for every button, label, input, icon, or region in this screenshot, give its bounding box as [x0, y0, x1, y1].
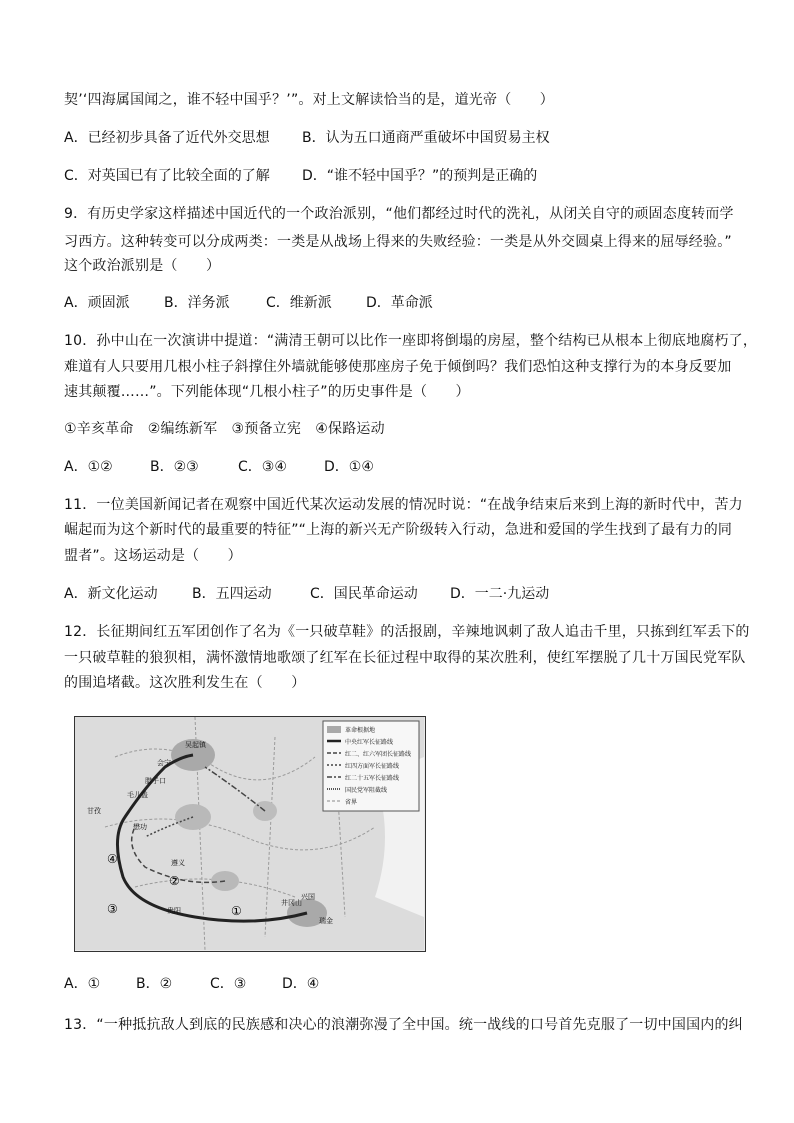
place-label: 毛儿盖	[127, 791, 148, 799]
q8-option-c[interactable]: C．对英国已有了比较全面的了解	[64, 168, 270, 184]
q8-option-b[interactable]: B．认为五口通商严重破坏中国贸易主权	[302, 130, 550, 146]
q8-option-d[interactable]: D．“谁不轻中国乎？”的预判是正确的	[302, 168, 538, 184]
place-label: 懋功	[133, 823, 147, 831]
q12-option-c[interactable]: C．③	[210, 976, 247, 992]
q13-stem-line: 13．“一种抵抗敌人到底的民族感和决心的浪潮弥漫了全中国。统一战线的口号首先克服了一切中国国内的纠	[64, 1017, 743, 1033]
q10-stem-line: 难道有人只要用几根小柱子斜撑住外墙就能够使那座房子免于倾倒吗？我们恐怕这种支撑行为的本身反要加	[64, 359, 732, 375]
q11-option-b[interactable]: B．五四运动	[192, 586, 272, 602]
place-label: 兴国	[301, 893, 315, 901]
place-label: 吴起镇	[185, 741, 206, 749]
q11-stem-line: 崛起而为这个新时代的最重要的特征”“上海的新兴无产阶级转入行动，急进和爱国的学生找到了最有力的同	[64, 522, 733, 538]
q9-option-a[interactable]: A．顽固派	[64, 295, 130, 311]
q10-option-d[interactable]: D．①④	[324, 459, 374, 475]
place-label: 腊子口	[145, 777, 166, 785]
q12-stem-line: 一只破草鞋的狼狈相，满怀激情地歌颂了红军在长征过程中取得的某次胜利，使红军摆脱了几十万国民党军队	[64, 650, 746, 666]
marker-4: ④	[107, 852, 118, 866]
q10-option-c[interactable]: C．③④	[238, 459, 287, 475]
q10-stem-line: 速其颠覆……”。下列能体现“几根小柱子”的历史事件是（ ）	[64, 384, 470, 400]
legend-label: 国民党军阻截线	[345, 787, 388, 794]
long-march-map	[74, 716, 426, 952]
q10-option-a[interactable]: A．①②	[64, 459, 113, 475]
q12-stem-line: 12．长征期间红五军团创作了名为《一只破草鞋》的活报剧，辛辣地讽刺了敌人追击千里，只拣到红军丢下的	[64, 624, 750, 640]
place-label: 井冈山	[281, 899, 302, 907]
marker-2: ②	[169, 874, 180, 888]
q8-stem: 契’‘四海属国闻之，谁不轻中国乎？’”。对上文解读恰当的是，道光帝（ ）	[64, 92, 555, 108]
q9-stem-line: 9．有历史学家这样描述中国近代的一个政治派别，“他们都经过时代的洗礼，从闭关自守的顽固态度转而学	[64, 206, 734, 222]
place-label: 遵义	[171, 859, 185, 867]
marker-1: ①	[231, 904, 242, 918]
q9-option-b[interactable]: B．洋务派	[164, 295, 230, 311]
q10-option-b[interactable]: B．②③	[150, 459, 199, 475]
q11-option-c[interactable]: C．国民革命运动	[310, 586, 418, 602]
legend-label: 中央红军长征路线	[345, 739, 394, 746]
legend-label: 红二十五军长征路线	[345, 775, 400, 782]
place-label: 会宁	[157, 759, 171, 767]
place-label: 贵阳	[167, 907, 181, 915]
q10-stem-line: 10．孙中山在一次演讲中提道：“满清王朝可以比作一座即将倒塌的房屋，整个结构已从根本上彻底地腐朽了，	[64, 333, 758, 349]
q11-stem-line: 11．一位美国新闻记者在观察中国近代某次运动发展的情况时说：“在战争结束后来到上海的新时代中，苦力	[64, 497, 743, 513]
q10-items: ①辛亥革命 ②编练新军 ③预备立宪 ④保路运动	[64, 421, 385, 437]
q12-option-b[interactable]: B．②	[136, 976, 173, 992]
q12-option-a[interactable]: A．①	[64, 976, 101, 992]
place-label: 瑞金	[319, 917, 333, 925]
q9-option-d[interactable]: D．革命派	[366, 295, 433, 311]
marker-3: ③	[107, 902, 118, 916]
legend-label: 红二、红六军团长征路线	[345, 751, 412, 758]
q9-option-c[interactable]: C．维新派	[266, 295, 332, 311]
q8-option-a[interactable]: A．已经初步具备了近代外交思想	[64, 130, 270, 146]
q12-stem-line: 的围追堵截。这次胜利发生在（ ）	[64, 675, 306, 691]
legend-label: 省界	[345, 799, 358, 806]
q11-stem-line: 盟者”。这场运动是（ ）	[64, 548, 242, 564]
map-graphic	[75, 717, 424, 950]
legend-label: 革命根据地	[345, 727, 376, 734]
q11-option-a[interactable]: A．新文化运动	[64, 586, 158, 602]
q9-stem-line: 习西方。这种转变可以分成两类：一类是从战场上得来的失败经验：一类是从外交圆桌上得来的屈辱经验。”	[64, 234, 732, 250]
q9-stem-line: 这个政治派别是（ ）	[64, 258, 221, 274]
legend-swatch-base	[327, 726, 341, 733]
q12-option-d[interactable]: D．④	[282, 976, 320, 992]
legend-label: 红四方面军长征路线	[345, 763, 400, 770]
q11-option-d[interactable]: D．一二·九运动	[450, 586, 550, 602]
place-label: 甘孜	[87, 807, 101, 815]
